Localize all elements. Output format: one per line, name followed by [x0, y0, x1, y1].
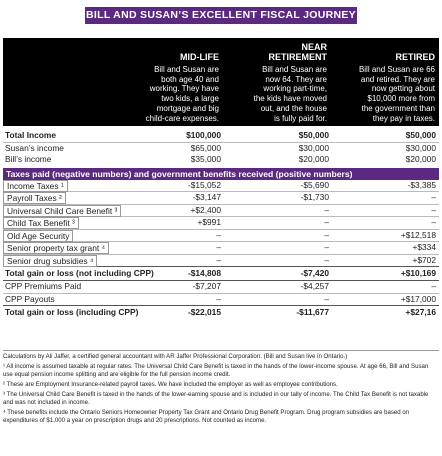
footnote-1: ¹ All income is assumed taxable at regular rates. The Universal Child Care Benefit is taxed in the hands of the lower-income spouse. At age 66, Bill and Susan use equal pension income splitting and are eligible for the full pension income credit.: [3, 363, 429, 378]
cell-mid-life: -$7,207: [192, 281, 221, 291]
footnotes: [3, 353, 439, 427]
column-header-mid-life: [115, 38, 223, 126]
cell-near-retirement: -$11,677: [296, 307, 329, 317]
cell-retired: $50,000: [405, 130, 436, 140]
fiscal-table: [3, 130, 439, 319]
row-label: Total gain or loss (including CPP): [5, 307, 139, 317]
column-description: Bill and Susan are 66 and retired. They are now getting about $10,000 more from the government than they pay in taxes.: [358, 65, 435, 123]
table-row: [3, 255, 439, 267]
cell-mid-life: $100,000: [186, 130, 221, 140]
cell-near-retirement: -$1,730: [300, 192, 329, 202]
table-row: [3, 143, 439, 155]
table-row: [3, 217, 439, 229]
cell-near-retirement: $20,000: [298, 154, 329, 164]
cell-near-retirement: –: [324, 204, 329, 215]
section-header: Taxes paid (negative numbers) and government benefits received (positive numbers): [3, 168, 439, 180]
footnote-4: ⁴ These benefits include the Ontario Seniors Homeowner Property Tax Grant and Ontario Drug Benefit Program. Drug program subsidies are based on expenditures of $1,000 a year on prescription drugs and 20 prescriptions. Not counted as income.: [3, 409, 410, 424]
cell-mid-life: –: [216, 229, 221, 240]
row-label: Total Income: [5, 130, 57, 140]
row-label: Universal Child Care Benefit ³: [3, 205, 121, 217]
row-label: CPP Payouts: [5, 293, 55, 304]
table-row: [3, 281, 439, 293]
table-row: [3, 130, 439, 142]
cell-near-retirement: -$5,690: [300, 179, 329, 190]
table-row: [3, 230, 439, 242]
cell-retired: $20,000: [405, 154, 436, 164]
cell-near-retirement: -$7,420: [300, 268, 329, 278]
column-title-line2: RETIRED: [395, 52, 435, 62]
cell-mid-life: –: [216, 293, 221, 304]
column-header-retired: [331, 38, 439, 126]
row-label: Bill’s income: [5, 154, 52, 164]
row-label: CPP Premiums Paid: [5, 281, 82, 291]
row-label: Old Age Security: [3, 230, 73, 242]
cell-mid-life: -$3,147: [192, 192, 221, 202]
column-description: Bill and Susan are now 64. They are working part-time, the kids have moved out, and the house is fully paid for.: [253, 65, 327, 123]
cell-retired: +$17,000: [400, 293, 436, 304]
cell-near-retirement: -$4,257: [300, 281, 329, 291]
row-label: Senior property tax grant ⁴: [3, 242, 109, 254]
total-row-including-cpp: [3, 306, 439, 319]
table-row: [3, 242, 439, 254]
cell-near-retirement: $30,000: [298, 142, 329, 153]
table-row: [3, 205, 439, 217]
cell-near-retirement: –: [324, 242, 329, 252]
column-title-line2: MID-LIFE: [180, 52, 219, 62]
table-row: [3, 154, 439, 166]
cell-mid-life: +$2,400: [190, 204, 221, 215]
cell-mid-life: +$991: [197, 217, 221, 227]
cell-near-retirement: –: [324, 229, 329, 240]
table-title: BILL AND SUSAN’S EXCELLENT FISCAL JOURNEY: [85, 7, 357, 24]
cell-mid-life: -$15,052: [187, 179, 221, 190]
cell-mid-life: $35,000: [190, 154, 221, 164]
row-label: Susan’s income: [5, 142, 64, 153]
table-row: [3, 192, 439, 204]
row-label: Payroll Taxes ²: [3, 192, 66, 204]
column-header-near-retirement: [223, 38, 331, 126]
cell-mid-life: –: [216, 242, 221, 252]
column-description: Bill and Susan are both age 40 and working. They have two kids, a large mortgage and big child-care expenses.: [145, 65, 219, 123]
footnote-credit: Calculations by Ali Jaffer, a certified general accountant with AR Jaffer Professional Corporation. (Bill and Susan live in Ontario.): [3, 353, 348, 360]
table-row: [3, 180, 439, 192]
cell-retired: -$3,385: [407, 179, 436, 190]
column-title-line2: RETIREMENT: [268, 52, 327, 62]
row-label: Child Tax Benefit ³: [3, 217, 79, 229]
cell-mid-life: $65,000: [190, 142, 221, 153]
row-label: Income Taxes ¹: [3, 180, 68, 192]
row-label: Senior drug subsidies ⁴: [3, 255, 97, 267]
cell-retired: +$27,16: [405, 307, 436, 317]
cell-retired: –: [431, 281, 436, 291]
cell-mid-life: –: [216, 254, 221, 265]
cell-mid-life: -$22,015: [187, 307, 221, 317]
cell-retired: –: [431, 192, 436, 202]
cell-mid-life: -$14,808: [187, 268, 221, 278]
cell-retired: +$10,169: [400, 268, 436, 278]
row-label: Total gain or loss (not including CPP): [5, 268, 154, 278]
column-header-band: [3, 38, 439, 126]
column-title-line1: NEAR: [301, 42, 327, 52]
divider: [3, 350, 439, 351]
cell-retired: –: [431, 217, 436, 227]
cell-near-retirement: –: [324, 254, 329, 265]
footnote-3: ³ The Universal Child Care Benefit is taxed in the hands of the lower-earning spouse and is included in our tally of income. The Child Tax Benefit is not taxable and was not included in income.: [3, 391, 429, 406]
table-row: [3, 294, 439, 306]
cell-retired: +$12,518: [400, 229, 436, 240]
cell-retired: –: [431, 204, 436, 215]
cell-near-retirement: –: [324, 293, 329, 304]
cell-retired: $30,000: [405, 142, 436, 153]
total-row-excluding-cpp: [3, 267, 439, 280]
cell-near-retirement: $50,000: [298, 130, 329, 140]
footnote-2: ² These are Employment Insurance-related payroll taxes. We have included the employer as well as employee contributions.: [3, 381, 338, 388]
cell-retired: +$334: [412, 242, 436, 252]
cell-retired: +$702: [412, 254, 436, 265]
cell-near-retirement: –: [324, 217, 329, 227]
